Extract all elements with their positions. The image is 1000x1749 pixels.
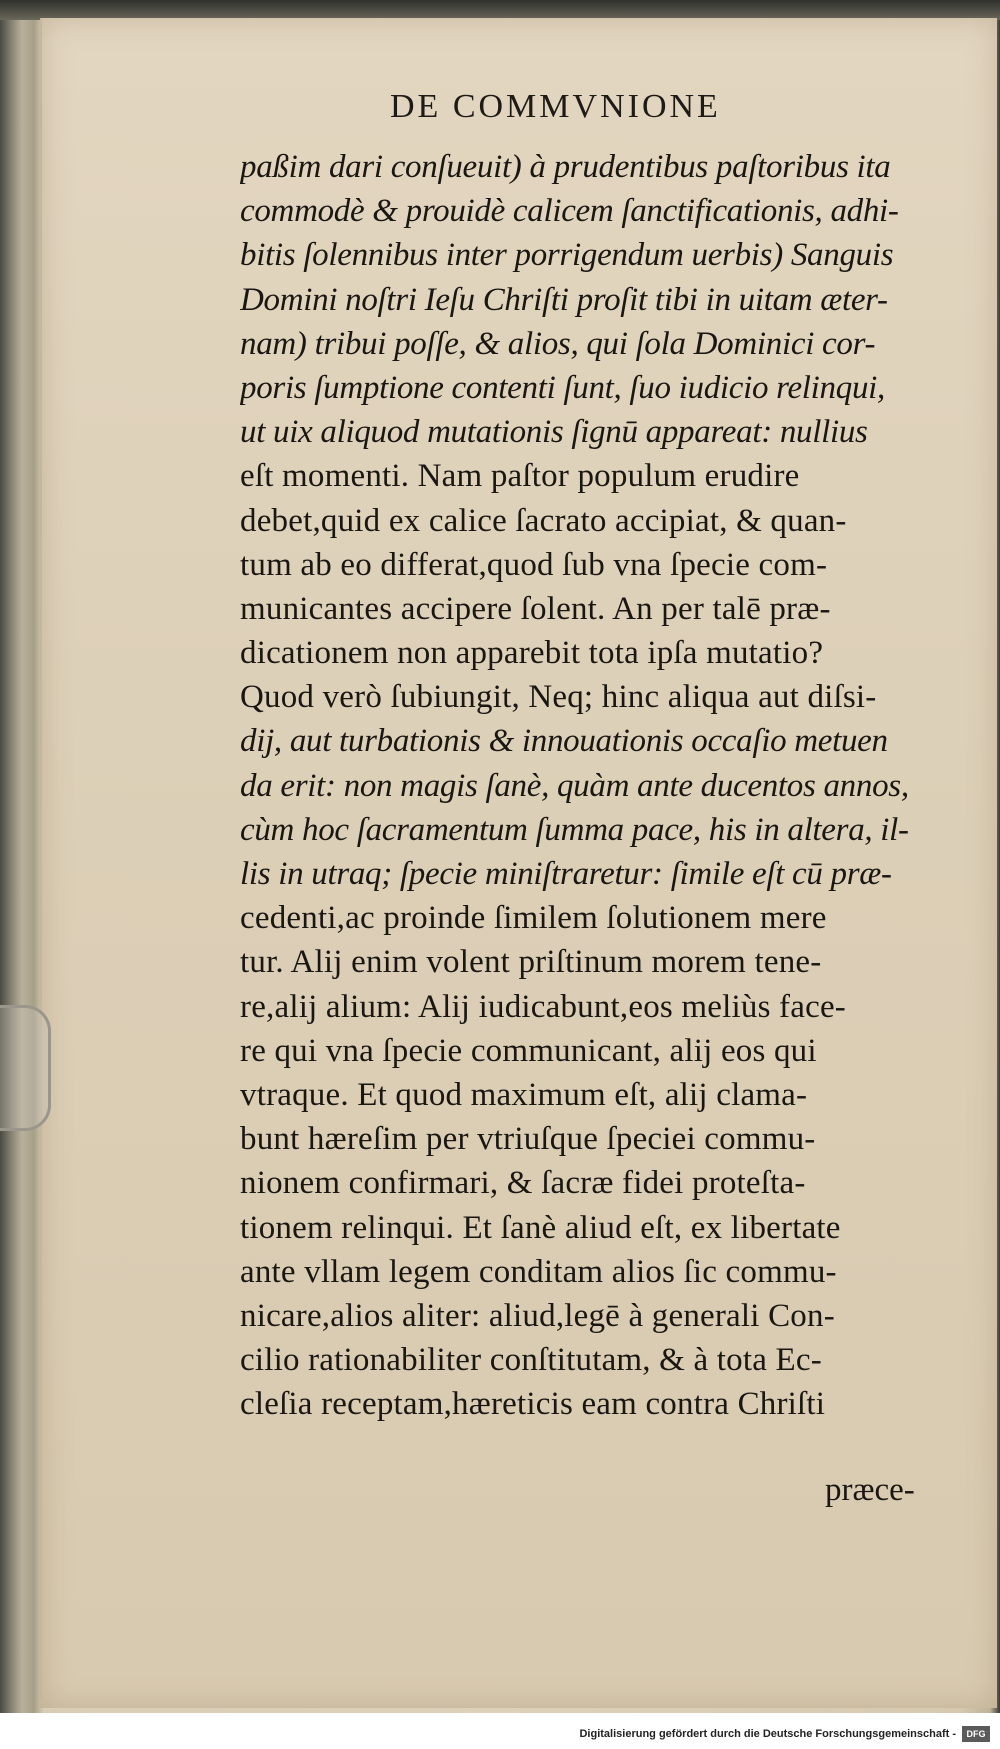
text-line: nam) tribui poſſe, & alios, qui ſola Dominici cor- bbox=[240, 325, 876, 362]
running-head: DE COMMVNIONE bbox=[390, 88, 721, 125]
scan-top-edge bbox=[0, 0, 1000, 20]
catchword: præce- bbox=[825, 1472, 915, 1508]
text-line: paßim dari conſueuit) à prudentibus paſtoribus ita bbox=[240, 149, 891, 185]
text-line: poris ſumptione contenti ſunt, ſuo iudicio relinqui, bbox=[240, 369, 885, 406]
text-line: commodè & prouidè calicem ſanctificationis, adhi- bbox=[240, 193, 899, 230]
text-line: re,alij alium: Alij iudicabunt,eos meliùs face- bbox=[240, 988, 846, 1025]
text-line: eſt momenti. Nam paſtor populum erudire bbox=[240, 458, 800, 495]
text-line: municantes accipere ſolent. An per talē præ- bbox=[240, 590, 831, 627]
text-line: nionem confirmari, & ſacræ fidei proteſta- bbox=[240, 1165, 806, 1202]
text-line: dicationem non apparebit tota ipſa mutatio? bbox=[240, 635, 824, 672]
text-line: vtraque. Et quod maximum eſt, alij clama- bbox=[240, 1076, 808, 1113]
text-line: ut uix aliquod mutationis ſignū appareat: nullius bbox=[240, 414, 868, 451]
text-line: re qui vna ſpecie communicant, alij eos qui bbox=[240, 1032, 817, 1069]
footer-credit: Digitalisierung gefördert durch die Deutsche Forschungsgemeinschaft - bbox=[579, 1728, 956, 1740]
dfg-logo-icon: DFG bbox=[962, 1726, 990, 1742]
text-line: cilio rationabiliter conſtitutam, & à tota Ec- bbox=[240, 1342, 822, 1379]
page-clip bbox=[0, 1005, 51, 1131]
text-line: bitis ſolennibus inter porrigendum uerbis) Sanguis bbox=[240, 237, 894, 274]
digitization-footer bbox=[0, 1713, 1000, 1749]
text-line: ante vllam legem conditam alios ſic commu- bbox=[240, 1253, 837, 1290]
text-line: Domini noſtri Ieſu Chriſti proſit tibi in uitam æter- bbox=[240, 281, 888, 318]
text-line: tum ab eo differat,quod ſub vna ſpecie com- bbox=[240, 546, 828, 583]
text-line: Quod verò ſubiungit, Neq; hinc aliqua aut diſsi- bbox=[240, 679, 877, 716]
text-line: cleſia receptam,hæreticis eam contra Chriſti bbox=[240, 1386, 826, 1423]
text-line: cùm hoc ſacramentum ſumma pace, his in altera, il- bbox=[240, 811, 909, 848]
text-line: tur. Alij enim volent priſtinum morem tene- bbox=[240, 944, 822, 981]
body-text bbox=[240, 145, 950, 1426]
text-line: da erit: non magis ſanè, quàm ante ducentos annos, bbox=[240, 767, 909, 804]
text-line: cedenti,ac proinde ſimilem ſolutionem mere bbox=[240, 900, 827, 937]
text-line: lis in utraq; ſpecie miniſtraretur: ſimile eſt cū præ- bbox=[240, 856, 892, 892]
text-line: tionem relinqui. Et ſanè aliud eſt, ex libertate bbox=[240, 1209, 841, 1246]
text-line: dij, aut turbationis & innouationis occaſio metuen bbox=[240, 723, 888, 760]
text-line: nicare,alios aliter: aliud,legē à generali Con- bbox=[240, 1297, 835, 1334]
text-line: bunt hæreſim per vtriuſque ſpeciei commu- bbox=[240, 1121, 816, 1158]
text-line: debet,quid ex calice ſacrato accipiat, & quan- bbox=[240, 502, 847, 539]
